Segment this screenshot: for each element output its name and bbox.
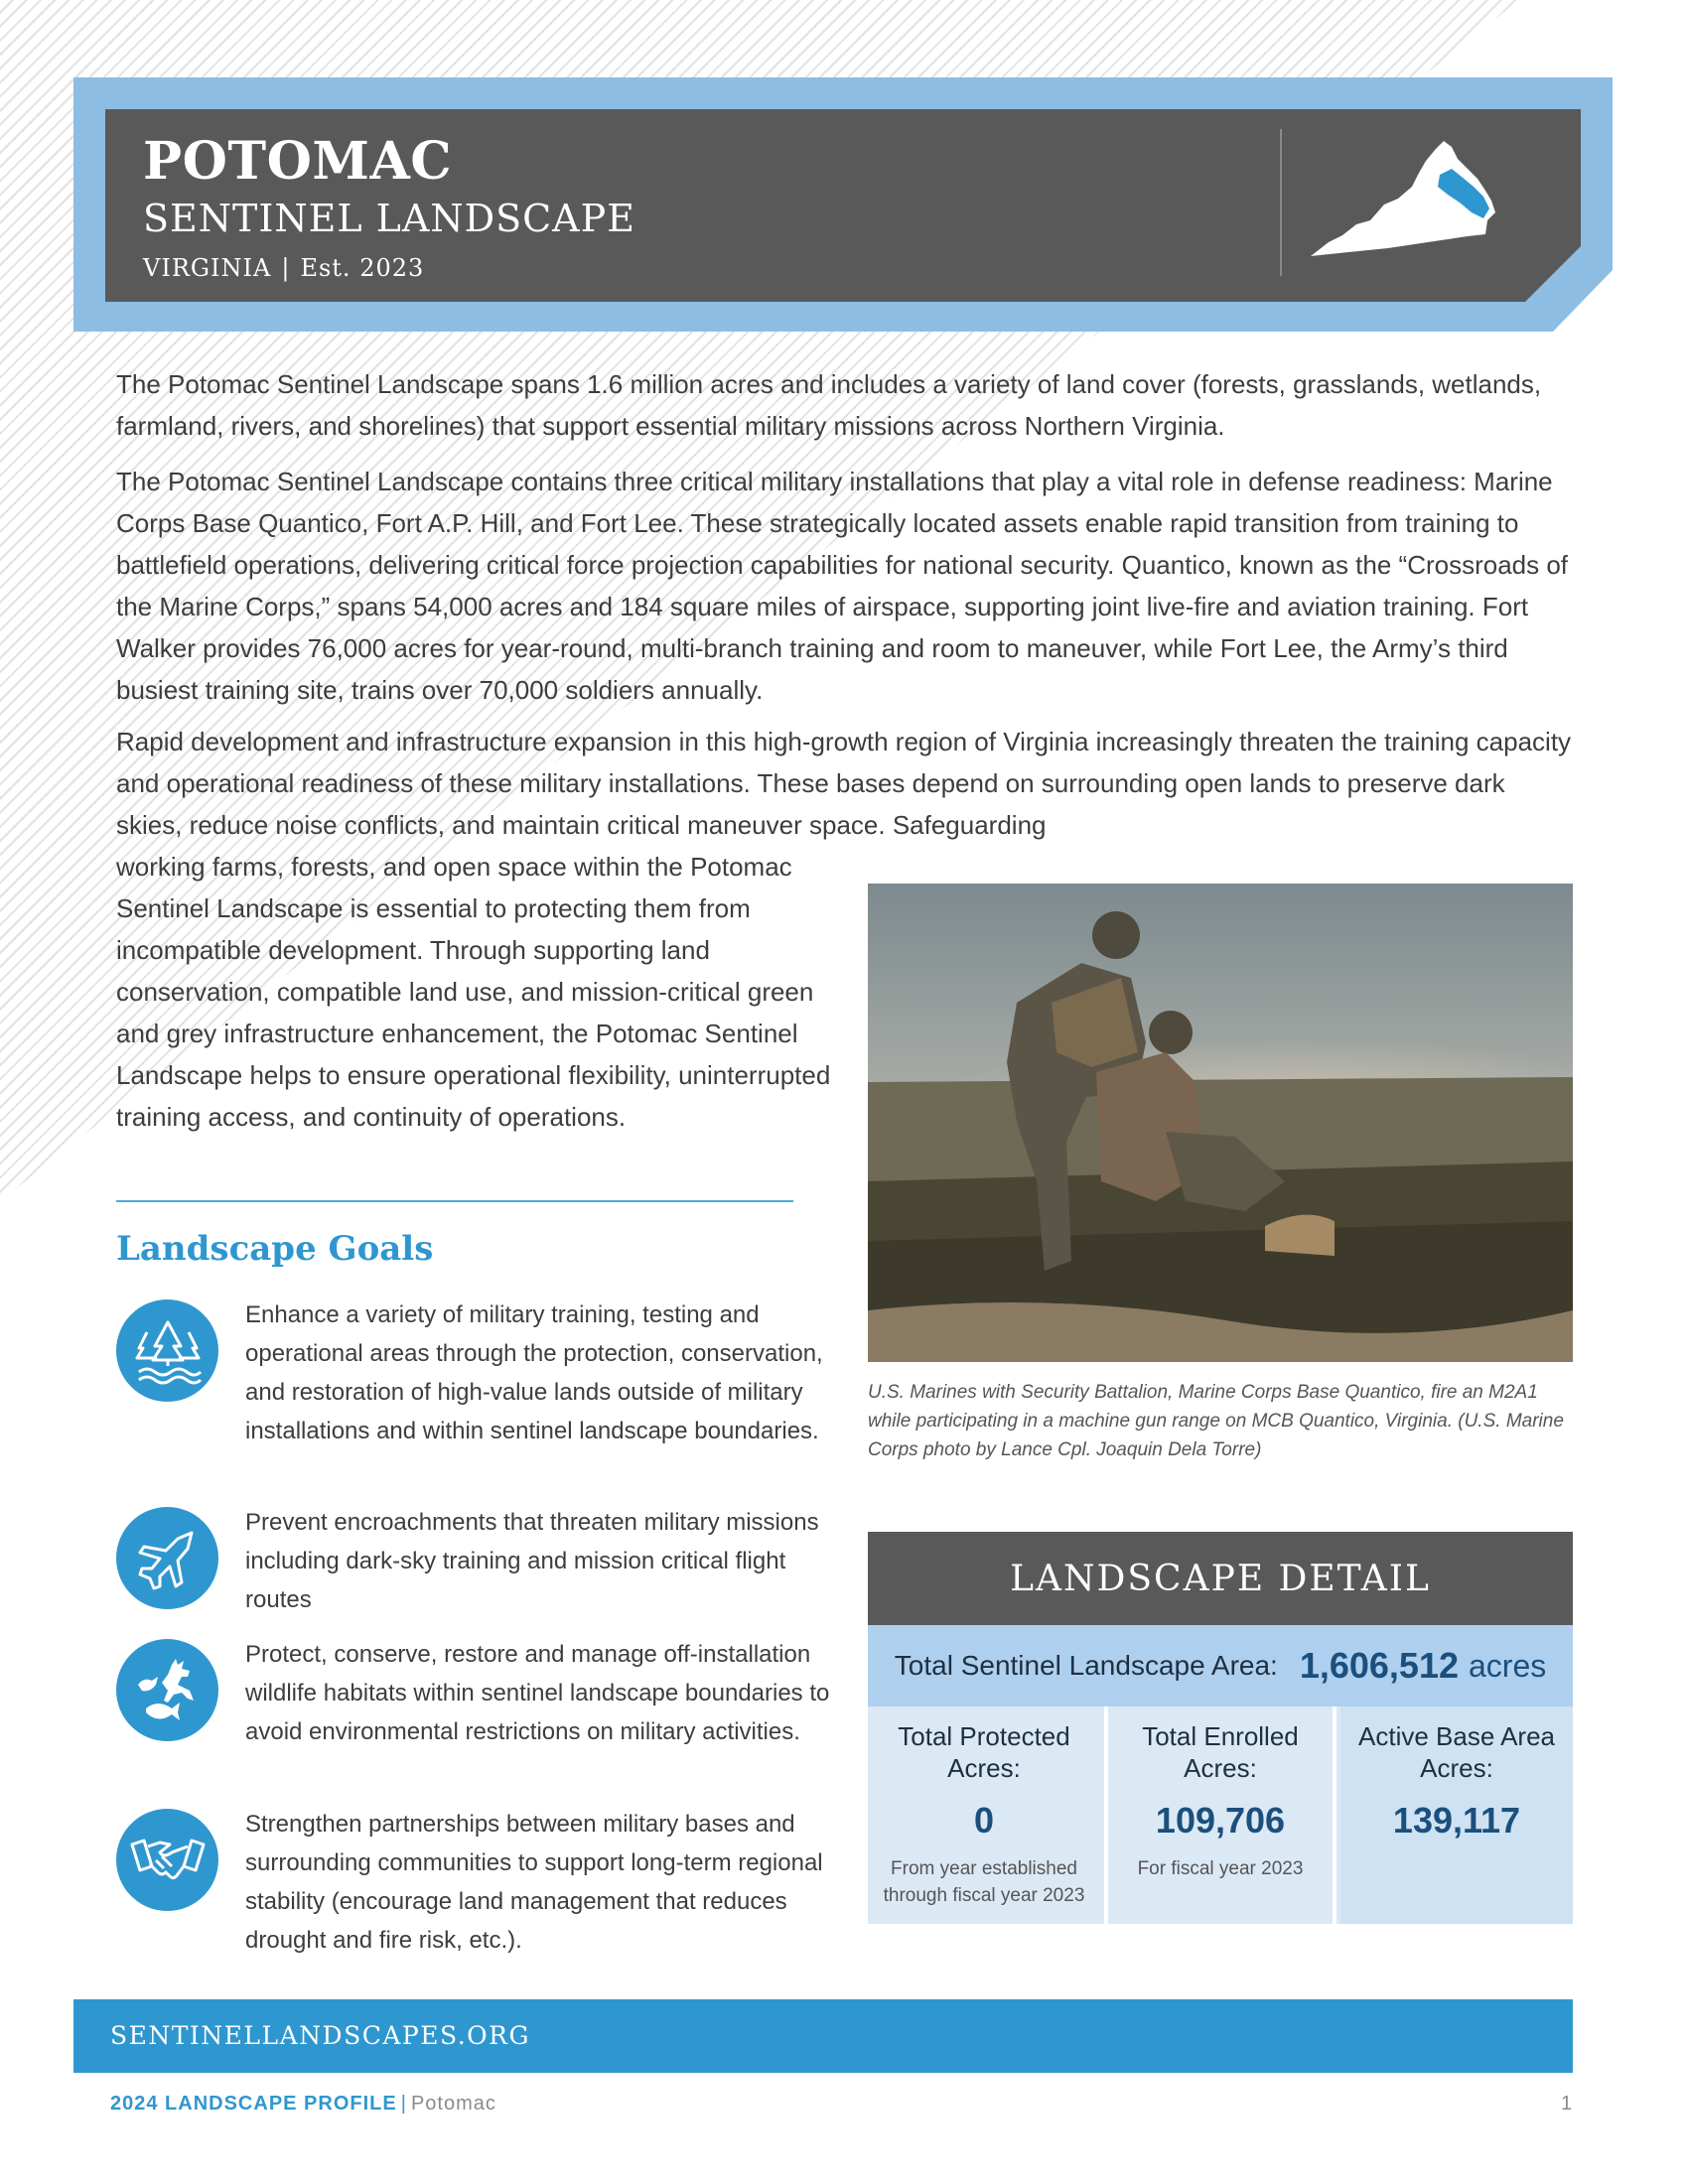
total-area-unit: acres bbox=[1468, 1647, 1547, 1684]
goals-heading: Landscape Goals bbox=[116, 1229, 434, 1269]
total-area-label: Total Sentinel Landscape Area: bbox=[894, 1650, 1278, 1681]
goal-text: Enhance a variety of military training, testing and operational areas through the protection, conservation, and restoration of high-value lands outside of military installations and within sentinel landscape boundaries. bbox=[245, 1301, 823, 1444]
total-area-value: 1,606,512 bbox=[1299, 1645, 1459, 1686]
header-divider bbox=[1280, 129, 1282, 276]
intro-paragraph-2: The Potomac Sentinel Landscape contains three critical military installations that play a vital role in defense readiness: Marine Corps Base Quantico, Fort A.P. Hill, and Fort Lee. These strategically located assets enable rapid transition from training to battlefield operations, delivering critical force projection capabilities for national security. Quantico, known as the “Crossroads of the Marine Corps,” spans 54,000 acres and 184 square miles of airspace, supporting joint live-fire and aviation training. Fort Walker provides 76,000 acres for year-round, multi-branch training and room to maneuver, while Fort Lee, the Army’s third busiest training site, trains over 70,000 soldiers annually. bbox=[116, 467, 1569, 705]
intro-paragraph-3: Rapid development and infrastructure expansion in this high-growth region of Virginia increasingly threaten the training capacity and operational readiness of these military installations. These bases depend on surrounding open lands to preserve dark skies, reduce noise conflicts, and maintain critical maneuver space. Safeguarding bbox=[116, 727, 1572, 840]
meta-separator: | bbox=[281, 254, 291, 282]
stat-value: 0 bbox=[973, 1800, 995, 1841]
goal-text: Protect, conserve, restore and manage off-installation wildlife habitats within sentinel landscape boundaries to avoid environmental restrictions on military activities. bbox=[245, 1641, 830, 1745]
page-subtitle: SENTINEL LANDSCAPE bbox=[143, 197, 635, 240]
goal-text: Prevent encroachments that threaten military missions including dark-sky training and mission critical flight routes bbox=[245, 1509, 819, 1613]
forest-water-icon bbox=[116, 1299, 218, 1402]
active-base-acres-cell bbox=[1340, 1706, 1573, 1924]
established-label: Est. 2023 bbox=[300, 254, 425, 282]
profile-label: 2024 LANDSCAPE PROFILE bbox=[110, 2093, 397, 2115]
stat-label: Active Base Area Acres: bbox=[1358, 1721, 1555, 1783]
state-label: VIRGINIA bbox=[143, 254, 272, 282]
stat-label: Total Enrolled Acres: bbox=[1142, 1721, 1299, 1783]
stat-note: For fiscal year 2023 bbox=[1137, 1858, 1304, 1879]
landscape-detail-box bbox=[868, 1532, 1573, 1924]
header-meta bbox=[143, 254, 424, 282]
stat-note: From year established through fiscal year 2023 bbox=[883, 1858, 1085, 1906]
goals-divider bbox=[116, 1200, 793, 1202]
goal-text: Strengthen partnerships between military bases and surrounding communities to support long-term regional stability (encourage land management that reduces drought and fire risk, etc.). bbox=[245, 1811, 823, 1954]
page-footer-label bbox=[110, 2093, 496, 2116]
website-link[interactable]: SENTINELLANDSCAPES.ORG bbox=[110, 2021, 530, 2050]
marines-photo bbox=[868, 884, 1573, 1362]
photo-caption: U.S. Marines with Security Battalion, Marine Corps Base Quantico, fire an M2A1 while participating in a machine gun range on MCB Quantico, Virginia. (U.S. Marine Corps photo by Lance Cpl. Joaquin Dela Torre) bbox=[868, 1382, 1564, 1460]
wildlife-icon bbox=[116, 1639, 218, 1741]
stat-value: 139,117 bbox=[1392, 1800, 1521, 1841]
profile-separator: | bbox=[400, 2093, 407, 2115]
enrolled-acres-cell bbox=[1104, 1706, 1336, 1924]
intro-paragraph-4: working farms, forests, and open space within the Potomac Sentinel Landscape is essential to protecting them from incompatible development. Through supporting land conservation, compatible land use, and mission-critical green and grey infrastructure enhancement, the Potomac Sentinel Landscape helps to ensure operational flexibility, uninterrupted training access, and continuity of operations. bbox=[116, 852, 831, 1132]
profile-name: Potomac bbox=[410, 2093, 496, 2115]
page-number: 1 bbox=[1561, 2093, 1573, 2115]
detail-heading: LANDSCAPE DETAIL bbox=[868, 1532, 1573, 1625]
virginia-map-icon bbox=[1309, 139, 1497, 258]
total-area-row bbox=[868, 1625, 1573, 1706]
handshake-icon bbox=[116, 1809, 218, 1911]
stat-value: 109,706 bbox=[1155, 1800, 1286, 1841]
fighter-jet-icon bbox=[116, 1507, 218, 1609]
intro-paragraph-1: The Potomac Sentinel Landscape spans 1.6 million acres and includes a variety of land cover (forests, grasslands, wetlands, farmland, rivers, and shorelines) that support essential military missions across Northern Virginia. bbox=[116, 369, 1542, 441]
stat-label: Total Protected Acres: bbox=[898, 1721, 1070, 1783]
page-title: POTOMAC bbox=[143, 131, 453, 192]
protected-acres-cell bbox=[868, 1706, 1100, 1924]
